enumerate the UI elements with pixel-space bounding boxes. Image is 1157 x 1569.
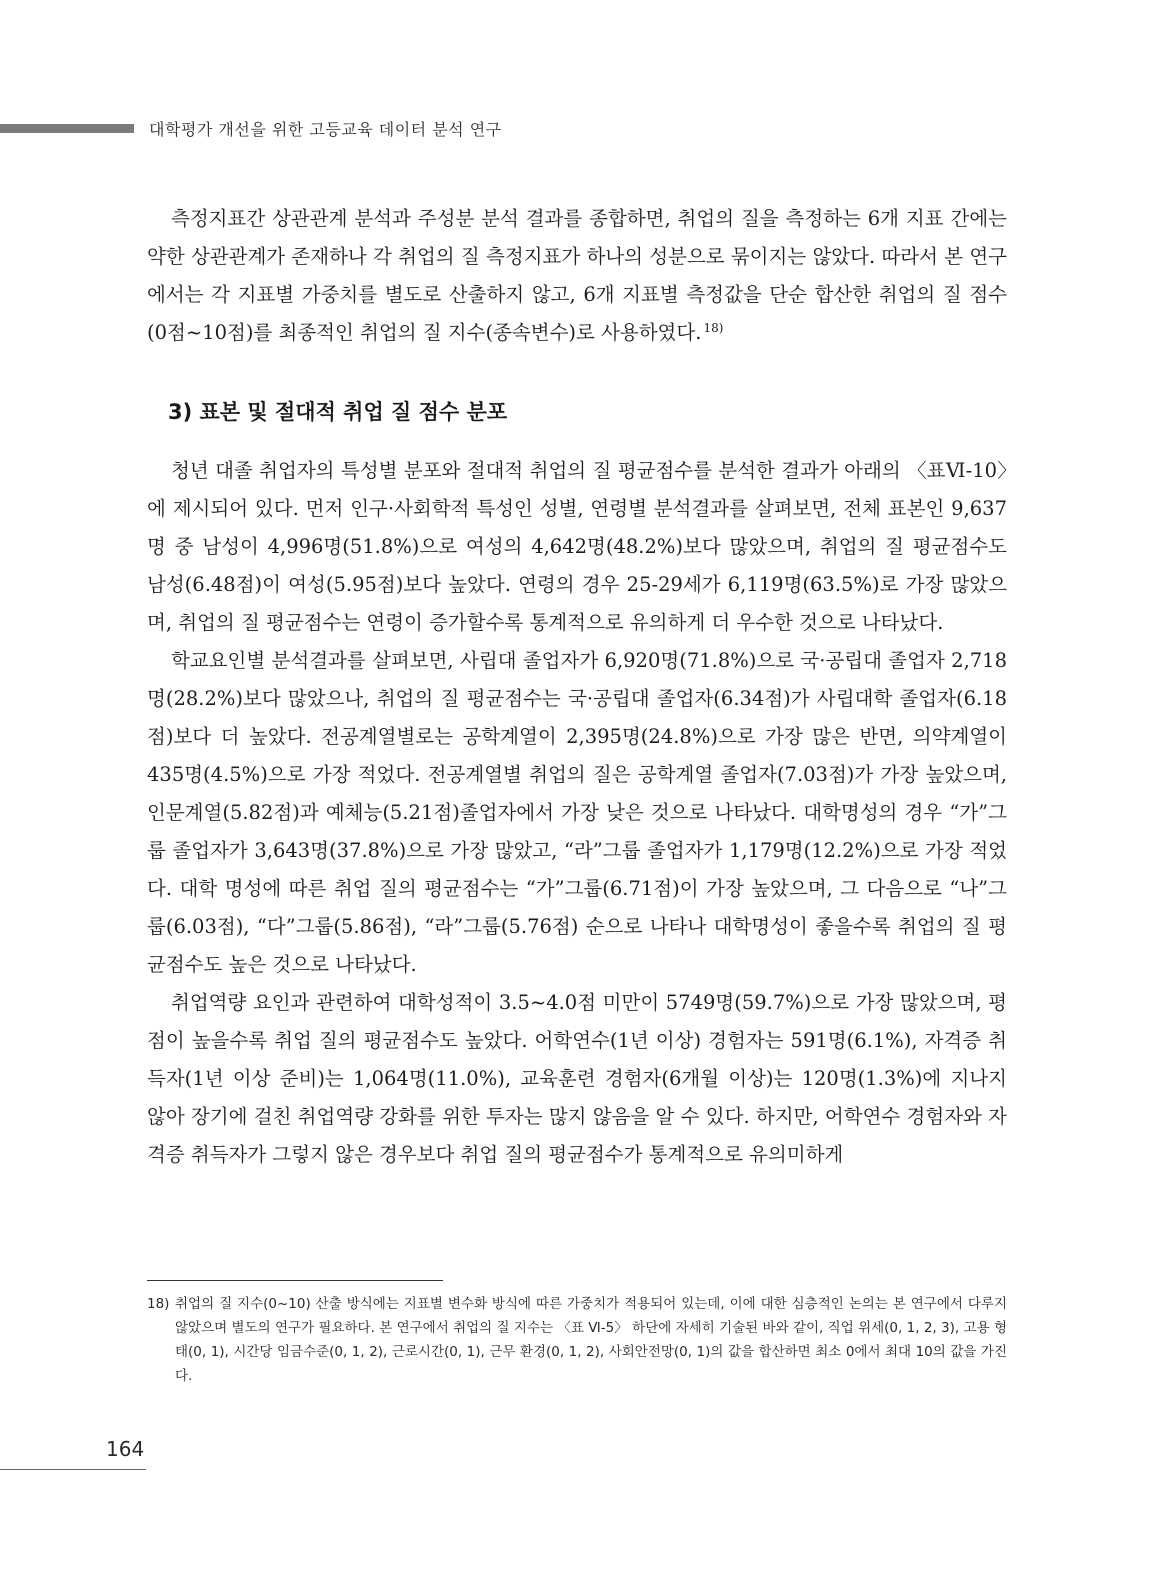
running-header-title: 대학평가 개선을 위한 고등교육 데이터 분석 연구 (149, 120, 502, 139)
footnote-ref-18[interactable]: 18) (703, 321, 724, 335)
footnote-divider (147, 1280, 443, 1281)
paragraph-demographics: 청년 대졸 취업자의 특성별 분포와 절대적 취업의 질 평균점수를 분석한 결과가 아래의 〈표Ⅵ-10〉에 제시되어 있다. 먼저 인구·사회학적 특성인 성별, 연령별 분석결과를 살펴보면, 전체 표본인 9,637명 중 남성이 4,996명(51.8%)으로 여성의 4,642명(48.2%)보다 많았으며, 취업의 질 평균점수도 남성(6.48점)이 여성(5.95점)보다 높았다. 연령의 경우 25-29세가 6,119명(63.5%)로 가장 많았으며, 취업의 질 평균점수는 연령이 증가할수록 통계적으로 유의하게 더 우수한 것으로 나타났다. (147, 459, 1007, 634)
page-number: 164 (106, 1437, 145, 1461)
intro-paragraph (147, 200, 1007, 354)
paragraph-employability: 취업역량 요인과 관련하여 대학성적이 3.5~4.0점 미만이 5749명(59.7%)으로 가장 많았으며, 평점이 높을수록 취업 질의 평균점수도 높았다. 어학연수(1년 이상) 경험자는 591명(6.1%), 자격증 취득자(1년 이상 준비)는 1,064명(11.0%), 교육훈련 경험자(6개월 이상)는 120명(1.3%)에 지나지 않아 장기에 걸친 취업역량 강화를 위한 투자는 많지 않음을 알 수 있다. 하지만, 어학연수 경험자와 자격증 취득자가 그렇지 않은 경우보다 취업 질의 평균점수가 통계적으로 유의미하게 (147, 991, 1007, 1166)
footnote-number: 18) (147, 1296, 170, 1312)
footnote-18 (147, 1292, 1007, 1388)
section-body (147, 452, 1007, 1174)
section-heading: 3) 표본 및 절대적 취업 질 점수 분포 (168, 400, 508, 424)
paragraph-school-factors: 학교요인별 분석결과를 살펴보면, 사립대 졸업자가 6,920명(71.8%)으로 국·공립대 졸업자 2,718명(28.2%)보다 많았으나, 취업의 질 평균점수는 국·공립대 졸업자(6.34점)가 사립대학 졸업자(6.18점)보다 더 높았다. 전공계열별로는 공학계열이 2,395명(24.8%)으로 가장 많은 반면, 의약계열이 435명(4.5%)으로 가장 적었다. 전공계열별 취업의 질은 공학계열 졸업자(7.03점)가 가장 높았으며, 인문계열(5.82점)과 예체능(5.21점)졸업자에서 가장 낮은 것으로 나타났다. 대학명성의 경우 “가”그룹 졸업자가 3,643명(37.8%)으로 가장 많았고, “라”그룹 졸업자가 1,179명(12.2%)으로 가장 적었다. 대학 명성에 따른 취업 질의 평균점수는 “가”그룹(6.71점)이 가장 높았으며, 그 다음으로 “나”그룹(6.03점), “다”그룹(5.86점), “라”그룹(5.76점) 순으로 나타나 대학명성이 좋을수록 취업의 질 평균점수도 높은 것으로 나타났다. (147, 649, 1007, 976)
intro-text: 측정지표간 상관관계 분석과 주성분 분석 결과를 종합하면, 취업의 질을 측정하는 6개 지표 간에는 약한 상관관계가 존재하나 각 취업의 질 측정지표가 하나의 성분으로 묶이지는 않았다. 따라서 본 연구에서는 각 지표별 가중치를 별도로 산출하지 않고, 6개 지표별 측정값을 단순 합산한 취업의 질 점수(0점~10점)를 최종적인 취업의 질 지수(종속변수)로 사용하였다. (147, 207, 1007, 344)
intro-paragraph-block (147, 200, 1007, 354)
header-bar (0, 124, 134, 133)
page-number-rule (0, 1469, 146, 1470)
footnote-text: 취업의 질 지수(0~10) 산출 방식에는 지표별 변수화 방식에 따른 가중치가 적용되어 있는데, 이에 대한 심층적인 논의는 본 연구에서 다루지 않았으며 별도의 연구가 필요하다. 본 연구에서 취업의 질 지수는 〈표 Ⅵ-5〉 하단에 자세히 기술된 바와 같이, 직업 위세(0, 1, 2, 3), 고용 형태(0, 1), 시간당 임금수준(0, 1, 2), 근로시간(0, 1), 근무 환경(0, 1, 2), 사회안전망(0, 1)의 값을 합산하면 최소 0에서 최대 10의 값을 가진다. (175, 1296, 1007, 1384)
